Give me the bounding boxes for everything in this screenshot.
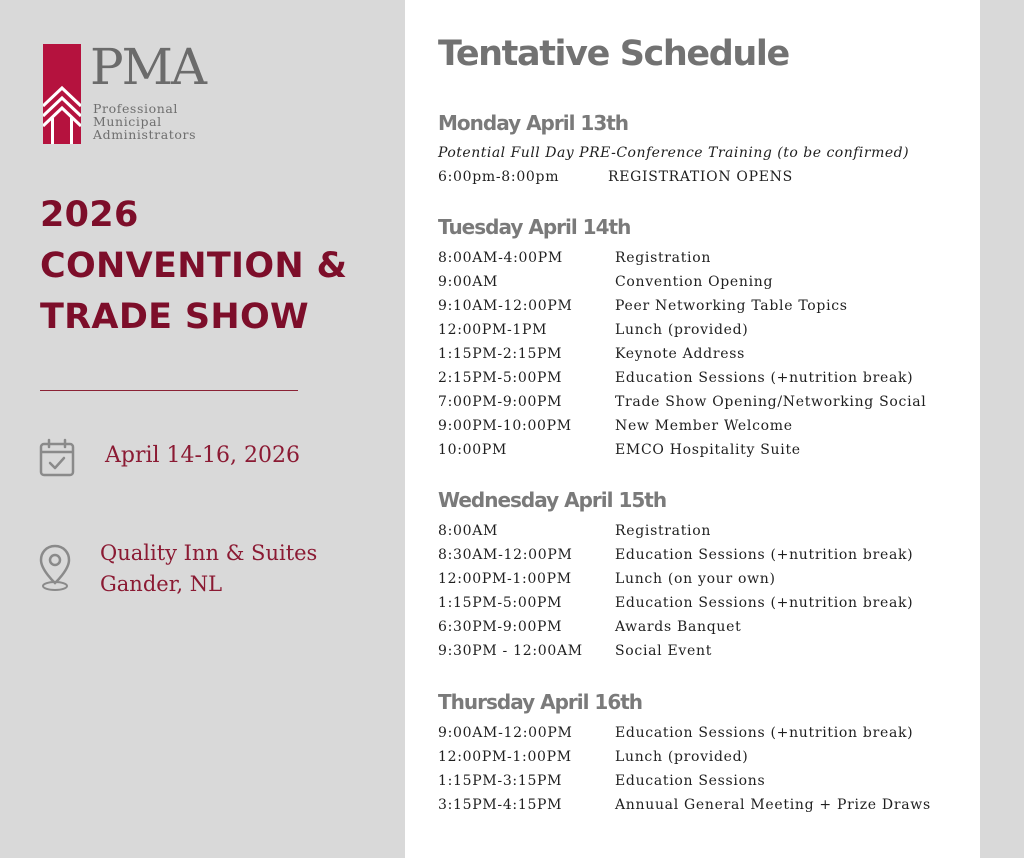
schedule-title: Tentative Schedule	[438, 34, 789, 74]
row-time: 8:00AM-4:00PM	[438, 250, 563, 266]
row-time: 12:00PM-1:00PM	[438, 571, 572, 587]
row-time: 9:00PM-10:00PM	[438, 418, 572, 434]
row-time: 7:00PM-9:00PM	[438, 394, 563, 410]
row-event: Registration	[615, 250, 712, 266]
divider-line	[40, 390, 298, 391]
schedule-row	[438, 166, 793, 188]
calendar-check-icon	[38, 438, 76, 478]
row-event: REGISTRATION OPENS	[608, 169, 793, 185]
logo-wordmark: PMA	[90, 38, 205, 96]
event-venue: Quality Inn & Suites Gander, NL	[100, 541, 318, 596]
row-event: Lunch (provided)	[615, 749, 749, 765]
row-event: Education Sessions (+nutrition break)	[615, 725, 914, 741]
row-time: 6:30PM-9:00PM	[438, 619, 563, 635]
row-time: 8:00AM	[438, 523, 499, 539]
row-time: 10:00PM	[438, 442, 508, 458]
row-time: 9:00AM	[438, 274, 499, 290]
row-event: Registration	[615, 523, 712, 539]
row-time: 3:15PM-4:15PM	[438, 797, 563, 813]
row-event: Education Sessions (+nutrition break)	[615, 370, 914, 386]
row-event: Awards Banquet	[615, 619, 742, 635]
row-event: Education Sessions (+nutrition break)	[615, 547, 914, 563]
row-event: Keynote Address	[615, 346, 745, 362]
row-time: 1:15PM-5:00PM	[438, 595, 563, 611]
row-time: 9:30PM - 12:00AM	[438, 643, 583, 659]
day-heading-thursday: Thursday April 16th	[438, 690, 643, 714]
row-time: 1:15PM-2:15PM	[438, 346, 563, 362]
right-margin	[980, 0, 1024, 858]
row-time: 2:15PM-5:00PM	[438, 370, 563, 386]
row-event: New Member Welcome	[615, 418, 793, 434]
row-event: Trade Show Opening/Networking Social	[615, 394, 927, 410]
row-time: 8:30AM-12:00PM	[438, 547, 573, 563]
day-heading-wednesday: Wednesday April 15th	[438, 488, 667, 512]
row-event: Social Event	[615, 643, 713, 659]
day-heading-monday: Monday April 13th	[438, 111, 629, 135]
row-event: EMCO Hospitality Suite	[615, 442, 801, 458]
row-time: 12:00PM-1PM	[438, 322, 548, 338]
row-time: 9:10AM-12:00PM	[438, 298, 573, 314]
row-event: Lunch (provided)	[615, 322, 749, 338]
row-event: Annuual General Meeting + Prize Draws	[615, 797, 931, 813]
row-time: 12:00PM-1:00PM	[438, 749, 572, 765]
map-pin-icon	[38, 543, 72, 593]
logo-subtitle: Professional Municipal Administrators	[93, 101, 197, 142]
row-time: 6:00pm-8:00pm	[438, 169, 560, 185]
day-heading-tuesday: Tuesday April 14th	[438, 215, 631, 239]
row-event: Peer Networking Table Topics	[615, 298, 848, 314]
row-time: 9:00AM-12:00PM	[438, 725, 573, 741]
event-date: April 14-16, 2026	[105, 443, 300, 468]
row-event: Lunch (on your own)	[615, 571, 776, 587]
event-title: 2026 CONVENTION & TRADE SHOW	[40, 195, 348, 337]
row-event: Education Sessions	[615, 773, 766, 789]
row-time: 1:15PM-3:15PM	[438, 773, 563, 789]
monday-note: Potential Full Day PRE-Conference Training (to be confirmed)	[438, 145, 910, 161]
pma-logo-mark-icon	[43, 44, 81, 144]
pma-logo	[43, 38, 243, 144]
row-event: Convention Opening	[615, 274, 774, 290]
row-event: Education Sessions (+nutrition break)	[615, 595, 914, 611]
